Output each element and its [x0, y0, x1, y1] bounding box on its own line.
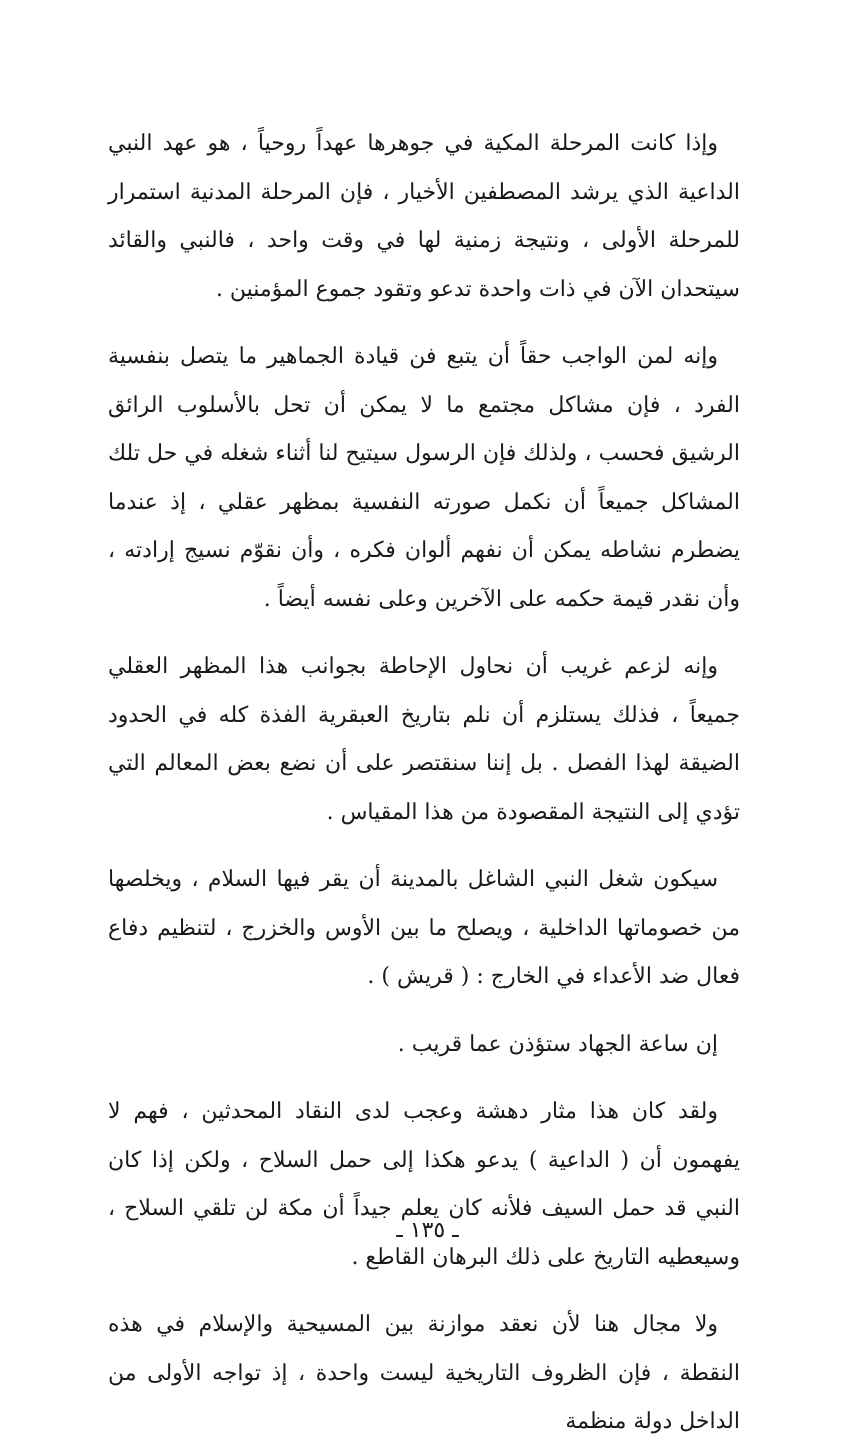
body-text — [108, 120, 740, 1447]
paragraph-2: وإنه لمن الواجب حقاً أن يتبع فن قيادة الجماهير ما يتصل بنفسية الفرد ، فإن مشاكل مجتمع ما لا يمكن أن تحل بالأسلوب الرائق الرشيق فحسب ، ولذلك فإن الرسول سيتيح لنا أثناء شغله في حل تلك المشاكل جميعاً أن نكمل صورته النفسية بمظهر عقلي ، إذ عندما يضطرم نشاطه يمكن أن نفهم ألوان فكره ، وأن نقوّم نسيج إرادته ، وأن نقدر قيمة حكمه على الآخرين وعلى نفسه أيضاً . — [108, 344, 740, 612]
paragraph-7: ولا مجال هنا لأن نعقد موازنة بين المسيحية والإسلام في هذه النقطة ، فإن الظروف التاريخية ليست واحدة ، إذ تواجه الأولى من الداخل دولة منظمة — [108, 1312, 740, 1434]
paragraph-5: إن ساعة الجهاد ستؤذن عما قريب . — [397, 1031, 718, 1057]
paragraph-4: سيكون شغل النبي الشاغل بالمدينة أن يقر فيها السلام ، ويخلصها من خصوماتها الداخلية ، ويصلح ما بين الأوس والخزرج ، لتنظيم دفاع فعال ضد الأعداء في الخارج : ( قريش ) . — [108, 867, 740, 989]
paragraph-3: وإنه لزعم غريب أن نحاول الإحاطة بجوانب هذا المظهر العقلي جميعاً ، فذلك يستلزم أن نلم بتاريخ العبقرية الفذة كله في الحدود الضيقة لهذا الفصل . بل إننا سنقتصر على أن نضع بعض المعالم التي تؤدي إلى النتيجة المقصودة من هذا المقياس . — [108, 654, 740, 825]
paragraph-1: وإذا كانت المرحلة المكية في جوهرها عهداً روحياً ، هو عهد النبي الداعية الذي يرشد المصطفين الأخيار ، فإن المرحلة المدنية استمرار للمرحلة الأولى ، ونتيجة زمنية لها في وقت واحد ، فالنبي والقائد سيتحدان الآن في ذات واحدة تدعو وتقود جموع المؤمنين . — [108, 131, 740, 302]
page-number: ـ ١٣٥ ـ — [396, 1218, 459, 1243]
paragraph-6: ولقد كان هذا مثار دهشة وعجب لدى النقاد المحدثين ، فهم لا يفهمون أن ( الداعية ) يدعو هكذا إلى حمل السلاح ، ولكن إذا كان النبي قد حمل السيف فلأنه كان يعلم جيداً أن مكة لن تلقي السلاح ، وسيعطيه التاريخ على ذلك البرهان القاطع . — [108, 1099, 740, 1270]
